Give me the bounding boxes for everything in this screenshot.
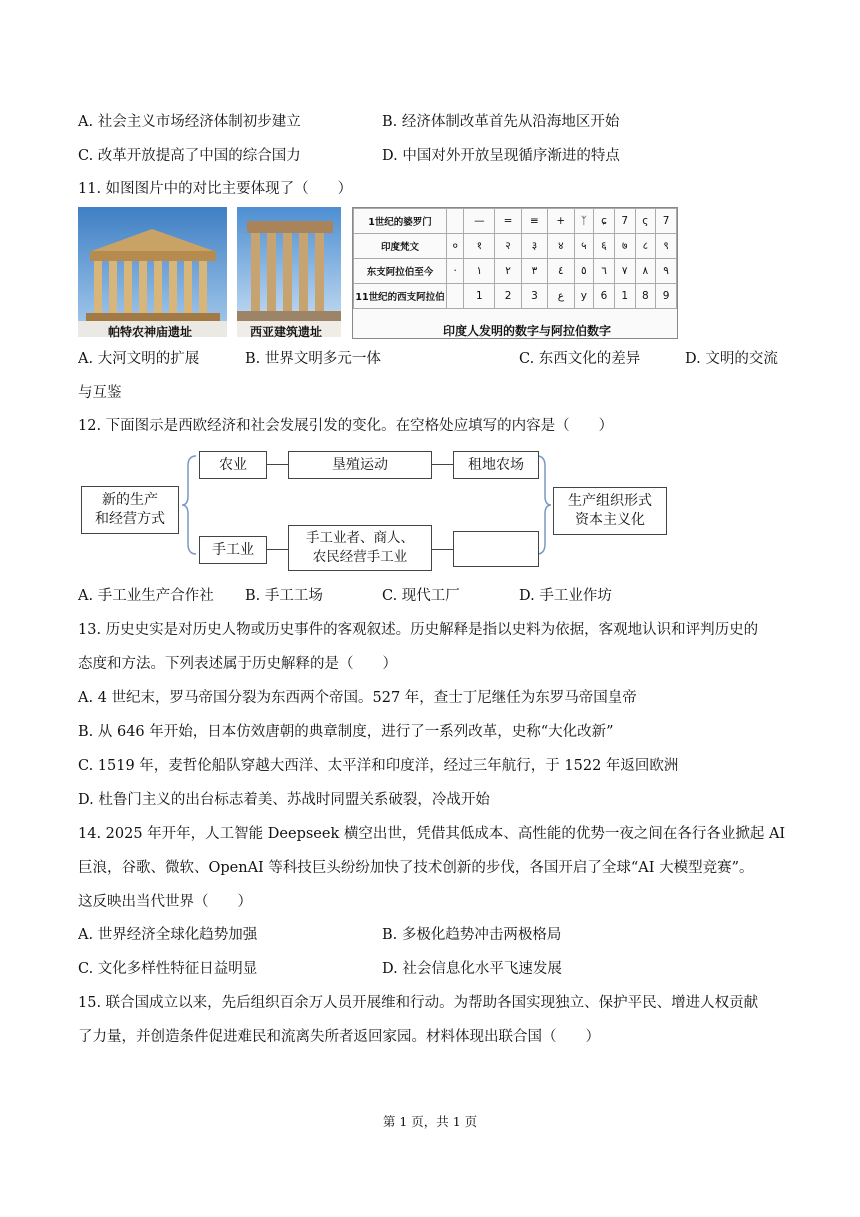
q11-stem: 11. 如图图片中的对比主要体现了（ ） [78, 181, 353, 197]
q13-option-d: D. 杜鲁门主义的出台标志着美、苏战时同盟关系破裂，冷战开始 [78, 792, 490, 808]
caption-numerals: 印度人发明的数字与阿拉伯数字 [443, 324, 612, 338]
box-operators: 手工业者、商人、 农民经营手工业 [288, 525, 432, 571]
q14-stem-line1: 14. 2025 年开年，人工智能 Deepseek 横空出世，凭借其低成本、高性能的优势一夜之间在各行各业掀起 AI [78, 826, 786, 842]
q12-option-a: A. 手工业生产合作社 [78, 588, 214, 604]
table-row: 印度梵文 ० १ २ ३ ४ ५ ६ ७ ८ ९ [354, 234, 677, 259]
q10-option-c: C. 改革开放提高了中国的综合国力 [78, 148, 301, 164]
q12-option-b: B. 手工工场 [245, 588, 323, 604]
q11-option-d-continued: 与互鉴 [78, 385, 122, 401]
q11-option-d: D. 文明的交流 [685, 351, 778, 367]
q13-option-c: C. 1519 年，麦哲伦船队穿越大西洋、太平洋和印度洋，经过三年航行，于 1522 年返回欧洲 [78, 758, 679, 774]
connector [431, 464, 453, 465]
page-footer: 第 1 页，共 1 页 [382, 1114, 478, 1129]
q13-stem-line1: 13. 历史史实是对历史人物或历史事件的客观叙述。历史解释是指以史料为依据，客观地认识和评判历史的 [78, 622, 759, 638]
box-leased-farm: 租地农场 [453, 451, 539, 479]
caption-west-asia: 西亚建筑遗址 [250, 325, 323, 339]
q13-option-a: A. 4 世纪末，罗马帝国分裂为东西两个帝国。527 年，查士丁尼继任为东罗马帝国皇帝 [78, 690, 637, 706]
q14-option-b: B. 多极化趋势冲击两极格局 [382, 927, 562, 943]
table-row: 东支阿拉伯至今 · ١ ٢ ٣ ٤ ٥ ٦ ٧ ٨ ٩ [354, 259, 677, 284]
q14-stem-line3: 这反映出当代世界（ ） [78, 894, 252, 910]
q15-stem-line1: 15. 联合国成立以来，先后组织百余万人员开展维和行动。为帮助各国实现独立、保护平民、增进人权贡献 [78, 995, 759, 1011]
q13-stem-line2: 态度和方法。下列表述属于历史解释的是（ ） [78, 656, 397, 672]
q12-option-d: D. 手工业作坊 [519, 588, 612, 604]
q14-option-a: A. 世界经济全球化趋势加强 [78, 927, 258, 943]
connector [266, 464, 288, 465]
box-agriculture: 农业 [199, 451, 267, 479]
row-label: 11世纪的西支阿拉伯 [354, 284, 447, 309]
connector [431, 549, 453, 550]
q12-option-c: C. 现代工厂 [382, 588, 460, 604]
table-row: 11世纪的西支阿拉伯 1 2 3 ع y 6 1 8 9 [354, 284, 677, 309]
q13-option-b: B. 从 646 年开始，日本仿效唐朝的典章制度，进行了一系列改革，史称“大化改新” [78, 724, 614, 740]
q14-stem-line2: 巨浪，谷歌、微软、OpenAI 等科技巨头纷纷加快了技术创新的步伐，各国开启了全球“AI 大模型竞赛”。 [78, 860, 754, 876]
table-row: 1世纪的婆罗门 — = ≡ + ᛉ ɕ 7 ς 7 [354, 209, 677, 234]
box-blank [453, 531, 539, 567]
q11-option-b: B. 世界文明多元一体 [245, 351, 381, 367]
q11-option-c: C. 东西文化的差异 [519, 351, 641, 367]
box-new-production: 新的生产 和经营方式 [81, 486, 179, 534]
row-label: 1世纪的婆罗门 [354, 209, 447, 234]
left-bracket [180, 452, 200, 558]
caption-parthenon: 帕特农神庙遗址 [108, 325, 193, 339]
west-asia-ruins-image [237, 207, 341, 337]
box-enclosure: 垦殖运动 [288, 451, 432, 479]
row-label: 东支阿拉伯至今 [354, 259, 447, 284]
q10-option-b: B. 经济体制改革首先从沿海地区开始 [382, 114, 620, 130]
numeral-comparison-table [352, 207, 678, 339]
row-label: 印度梵文 [354, 234, 447, 259]
q12-stem: 12. 下面图示是西欧经济和社会发展引发的变化。在空格处应填写的内容是（ ） [78, 418, 614, 434]
connector [266, 549, 288, 550]
q10-option-a: A. 社会主义市场经济体制初步建立 [78, 114, 301, 130]
q10-option-d: D. 中国对外开放呈现循序渐进的特点 [382, 148, 620, 164]
box-handicraft: 手工业 [199, 536, 267, 564]
box-capitalist-organization: 生产组织形式 资本主义化 [553, 487, 667, 535]
q11-option-a: A. 大河文明的扩展 [78, 351, 200, 367]
parthenon-image [78, 207, 227, 337]
q14-option-c: C. 文化多样性特征日益明显 [78, 961, 258, 977]
q15-stem-line2: 了力量，并创造条件促进难民和流离失所者返回家园。材料体现出联合国（ ） [78, 1029, 600, 1045]
q14-option-d: D. 社会信息化水平飞速发展 [382, 961, 562, 977]
